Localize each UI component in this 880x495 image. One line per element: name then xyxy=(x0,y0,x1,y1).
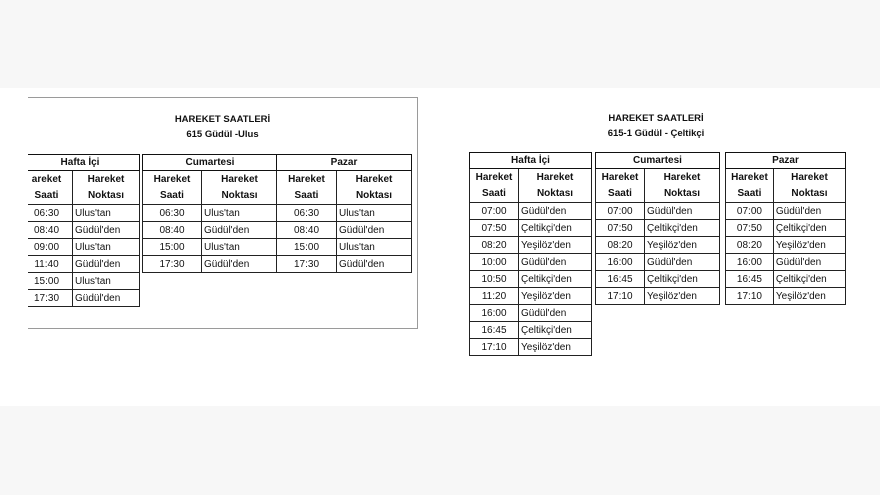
departure-point: Güdül'den xyxy=(202,222,278,239)
schedule-title: HAREKET SAATLERİ xyxy=(174,114,271,125)
departure-point: Çeltikçi'den xyxy=(773,271,845,288)
departure-point: Güdül'den xyxy=(773,203,845,220)
departure-point: Ulus'tan xyxy=(73,239,140,256)
departure-point: Güdül'den xyxy=(519,254,592,271)
departure-point: Yeşilöz'den xyxy=(645,237,720,254)
day-name: Hafta İçi xyxy=(28,155,140,171)
departure-time: 16:45 xyxy=(726,271,774,288)
table-row xyxy=(28,290,140,307)
departure-time: 08:20 xyxy=(596,237,645,254)
table-row xyxy=(470,271,592,288)
table-row xyxy=(143,222,278,239)
column-header-row xyxy=(143,171,278,205)
table-row xyxy=(470,203,592,220)
departure-time: 11:40 xyxy=(28,256,73,273)
time-column-header: Hareket Saati xyxy=(277,171,337,205)
column-header-row xyxy=(596,169,720,203)
departure-point: Yeşilöz'den xyxy=(519,237,592,254)
departure-point: Ulus'tan xyxy=(73,205,140,222)
departure-time: 15:00 xyxy=(277,239,337,256)
day-header-row xyxy=(470,153,592,169)
departure-time: 06:30 xyxy=(143,205,202,222)
weekday-table xyxy=(28,154,140,307)
schedule-615-1-panel xyxy=(466,108,846,363)
table-row xyxy=(28,239,140,256)
table-row xyxy=(470,288,592,305)
departure-point: Çeltikçi'den xyxy=(645,271,720,288)
table-row xyxy=(143,205,278,222)
table-row xyxy=(28,222,140,239)
departure-point: Çeltikçi'den xyxy=(519,322,592,339)
departure-point: Güdül'den xyxy=(73,222,140,239)
departure-point: Ulus'tan xyxy=(202,239,278,256)
table-row xyxy=(470,237,592,254)
departure-point: Güdül'den xyxy=(645,203,720,220)
departure-point: Güdül'den xyxy=(519,305,592,322)
departure-time: 06:30 xyxy=(28,205,73,222)
column-header-row xyxy=(277,171,412,205)
departure-point: Güdül'den xyxy=(73,290,140,307)
table-row xyxy=(726,237,846,254)
origin-column-header: Hareket Noktası xyxy=(337,171,412,205)
day-name: Cumartesi xyxy=(143,155,278,171)
departure-point: Güdül'den xyxy=(337,222,412,239)
time-column-header: Hareket Saati xyxy=(596,169,645,203)
time-column-header: Hareket Saati xyxy=(470,169,519,203)
departure-time: 07:00 xyxy=(596,203,645,220)
origin-column-header: Hareket Noktası xyxy=(202,171,278,205)
departure-time: 07:50 xyxy=(726,220,774,237)
departure-time: 16:00 xyxy=(470,305,519,322)
schedule-615-panel xyxy=(28,97,418,329)
table-row xyxy=(726,288,846,305)
departure-time: 08:40 xyxy=(277,222,337,239)
time-column-header: Hareket Saati xyxy=(726,169,774,203)
schedule-title: HAREKET SAATLERİ xyxy=(608,113,704,124)
departure-time: 09:00 xyxy=(28,239,73,256)
departure-point: Ulus'tan xyxy=(73,273,140,290)
departure-point: Ulus'tan xyxy=(337,239,412,256)
time-column-header: areket Saati xyxy=(28,171,73,205)
departure-time: 07:50 xyxy=(596,220,645,237)
departure-point: Yeşilöz'den xyxy=(773,237,845,254)
departure-time: 17:30 xyxy=(277,256,337,273)
departure-point: Yeşilöz'den xyxy=(519,288,592,305)
saturday-table xyxy=(142,154,278,273)
departure-point: Güdül'den xyxy=(645,254,720,271)
departure-time: 07:00 xyxy=(726,203,774,220)
departure-time: 17:30 xyxy=(143,256,202,273)
departure-point: Çeltikçi'den xyxy=(519,271,592,288)
table-row xyxy=(143,256,278,273)
sunday-table xyxy=(276,154,412,273)
table-row xyxy=(596,271,720,288)
table-row xyxy=(596,254,720,271)
departure-time: 08:40 xyxy=(143,222,202,239)
route-name: 615 Güdül -Ulus xyxy=(186,129,259,140)
departure-time: 10:00 xyxy=(470,254,519,271)
departure-time: 17:10 xyxy=(596,288,645,305)
day-name: Cumartesi xyxy=(596,153,720,169)
column-header-row xyxy=(28,171,140,205)
table-row xyxy=(277,256,412,273)
table-row xyxy=(28,273,140,290)
table-row xyxy=(726,203,846,220)
table-row xyxy=(470,339,592,356)
table-row xyxy=(596,203,720,220)
departure-point: Çeltikçi'den xyxy=(645,220,720,237)
table-row xyxy=(726,254,846,271)
origin-column-header: Hareket Noktası xyxy=(73,171,140,205)
departure-time: 08:40 xyxy=(28,222,73,239)
origin-column-header: Hareket Noktası xyxy=(773,169,845,203)
route-name: 615-1 Güdül - Çeltikçi xyxy=(607,128,705,139)
departure-point: Ulus'tan xyxy=(202,205,278,222)
origin-column-header: Hareket Noktası xyxy=(519,169,592,203)
departure-time: 08:20 xyxy=(470,237,519,254)
departure-time: 16:45 xyxy=(470,322,519,339)
day-header-row xyxy=(596,153,720,169)
departure-point: Çeltikçi'den xyxy=(773,220,845,237)
departure-point: Yeşilöz'den xyxy=(645,288,720,305)
departure-point: Yeşilöz'den xyxy=(773,288,845,305)
departure-time: 07:00 xyxy=(470,203,519,220)
departure-point: Güdül'den xyxy=(202,256,278,273)
departure-time: 15:00 xyxy=(28,273,73,290)
departure-point: Güdül'den xyxy=(773,254,845,271)
day-header-row xyxy=(28,155,140,171)
column-header-row xyxy=(726,169,846,203)
day-name: Hafta İçi xyxy=(470,153,592,169)
sunday-table xyxy=(725,152,846,305)
table-row xyxy=(277,205,412,222)
departure-time: 06:30 xyxy=(277,205,337,222)
departure-point: Yeşilöz'den xyxy=(519,339,592,356)
table-row xyxy=(28,205,140,222)
table-row xyxy=(143,239,278,256)
departure-time: 16:00 xyxy=(726,254,774,271)
table-row xyxy=(596,220,720,237)
day-name: Pazar xyxy=(277,155,412,171)
day-header-row xyxy=(143,155,278,171)
table-row xyxy=(596,237,720,254)
column-header-row xyxy=(470,169,592,203)
table-row xyxy=(726,220,846,237)
departure-point: Güdül'den xyxy=(519,203,592,220)
table-row xyxy=(726,271,846,288)
table-row xyxy=(470,254,592,271)
weekday-table xyxy=(469,152,592,356)
departure-time: 07:50 xyxy=(470,220,519,237)
day-name: Pazar xyxy=(726,153,846,169)
departure-time: 16:00 xyxy=(596,254,645,271)
time-column-header: Hareket Saati xyxy=(143,171,202,205)
day-header-row xyxy=(277,155,412,171)
departure-time: 11:20 xyxy=(470,288,519,305)
table-row xyxy=(596,288,720,305)
table-row xyxy=(277,222,412,239)
departure-time: 08:20 xyxy=(726,237,774,254)
departure-time: 15:00 xyxy=(143,239,202,256)
departure-point: Ulus'tan xyxy=(337,205,412,222)
departure-point: Güdül'den xyxy=(73,256,140,273)
day-header-row xyxy=(726,153,846,169)
departure-time: 17:10 xyxy=(470,339,519,356)
departure-time: 17:10 xyxy=(726,288,774,305)
table-row xyxy=(470,322,592,339)
departure-time: 16:45 xyxy=(596,271,645,288)
departure-time: 10:50 xyxy=(470,271,519,288)
departure-point: Güdül'den xyxy=(337,256,412,273)
table-row xyxy=(277,239,412,256)
table-row xyxy=(470,305,592,322)
table-row xyxy=(470,220,592,237)
departure-point: Çeltikçi'den xyxy=(519,220,592,237)
table-row xyxy=(28,256,140,273)
departure-time: 17:30 xyxy=(28,290,73,307)
origin-column-header: Hareket Noktası xyxy=(645,169,720,203)
saturday-table xyxy=(595,152,720,305)
